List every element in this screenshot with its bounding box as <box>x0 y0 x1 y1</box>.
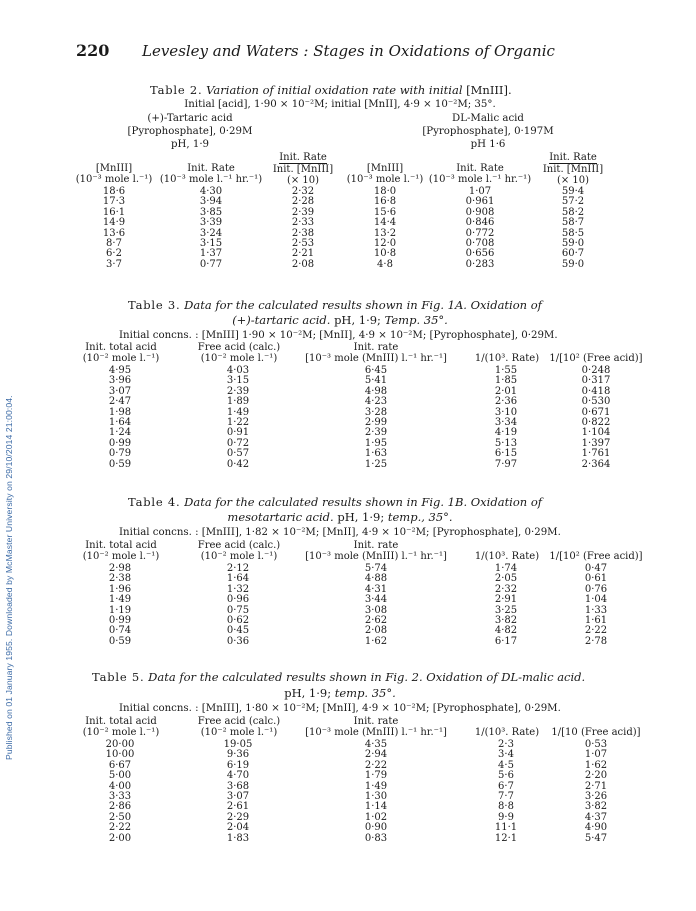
t5-rate-col: 4·35 2·94 2·22 1·79 1·49 1·30 1·14 1·02 0·90 0·83 <box>364 739 388 844</box>
t3-h-rate: Init. rate [10⁻³ mole (MnIII) l.⁻¹ hr.⁻¹] <box>305 342 447 364</box>
t2r-h-mn: [MnIII] (10⁻³ mole l.⁻¹) <box>346 163 424 185</box>
table2-title-suffix: [MnIII]. <box>466 83 512 97</box>
table5-title-temp: temp. 35°. <box>334 686 396 700</box>
t4-free-col: 2·12 1·64 1·32 0·96 0·75 0·62 0·45 0·36 <box>226 563 250 647</box>
t2r-h-rate: Init. Rate (10⁻³ mole l.⁻¹ hr.⁻¹) <box>428 163 532 185</box>
table5-title-line1: Data for the calculated results shown in Fig. 2. Oxidation of DL-malic acid. <box>148 670 586 684</box>
t2r-rate-col: 1·07 0·961 0·908 0·846 0·772 0·708 0·656 0·283 <box>465 186 495 270</box>
t5-h-rate: Init. rate [10⁻³ mole (MnIII) l.⁻¹ hr.⁻¹] <box>305 716 447 738</box>
t3-invrate-col: 1·55 1·85 2·01 2·36 3·10 3·34 4·19 5·13 6·15 7·97 <box>494 365 518 470</box>
t4-invfree-col: 0·47 0·61 0·76 1·04 1·33 1·61 2·22 2·78 <box>584 563 608 647</box>
t4-h-invfree: 1/[10² (Free acid)] <box>549 551 643 562</box>
table3-title-ph: pH, 1·9; <box>334 313 381 327</box>
table3-title-temp: Temp. 35°. <box>384 313 448 327</box>
table3-conditions: Initial concns. : [MnIII] 1·90 × 10⁻²M; [MnII], 4·9 × 10⁻²M; [Pyrophosphate], 0·29M. <box>119 330 558 341</box>
t3-h-total: Init. total acid (10⁻² mole l.⁻¹) <box>82 342 160 364</box>
table2-title: Variation of initial oxidation rate with initial <box>206 83 463 97</box>
table3-label: Table 3. <box>128 298 181 312</box>
table4-title-acid: mesotartaric acid. <box>227 510 334 524</box>
table5-title-ph: pH, 1·9; <box>284 686 332 700</box>
table2-right-ph: pH 1·6 <box>470 139 506 150</box>
t3-h-free: Free acid (calc.) (10⁻² mole l.⁻¹) <box>197 342 281 364</box>
t2l-h-rate: Init. Rate (10⁻³ mole l.⁻¹ hr.⁻¹) <box>159 163 263 185</box>
t2l-rate-col: 4·30 3·94 3·85 3·39 3·24 3·15 1·37 0·77 <box>199 186 223 270</box>
t5-h-invrate: 1/(10³. Rate) <box>474 727 540 738</box>
table2-caption <box>150 83 512 97</box>
t5-h-invfree: 1/[10 (Free acid)] <box>551 727 641 738</box>
t3-invfree-col: 0·248 0·317 0·418 0·530 0·671 0·822 1·104 1·397 1·761 2·364 <box>581 365 611 470</box>
t2l-ratio-col: 2·32 2·28 2·39 2·33 2·38 2·53 2·21 2·08 <box>291 186 315 270</box>
t3-free-col: 4·03 3·15 2·39 1·89 1·49 1·22 0·91 0·72 0·57 0·42 <box>226 365 250 470</box>
table4-caption-line2 <box>150 510 530 524</box>
page-header <box>76 41 676 63</box>
table2-right-pyro: [Pyrophosphate], 0·197M <box>422 126 554 137</box>
t3-rate-col: 6·45 5·41 4·98 4·23 3·28 2·99 2·39 1·95 1·63 1·25 <box>364 365 388 470</box>
table3-title-acid: (+)-tartaric acid. <box>232 313 331 327</box>
table4-title-temp: temp., 35°. <box>387 510 453 524</box>
download-notice-text: Published on 01 January 1955. Downloaded by McMaster University on 29/10/2014 21:00:04. <box>4 395 14 760</box>
table2-left-pyro: [Pyrophosphate], 0·29M <box>127 126 253 137</box>
running-title: Levesley and Waters : Stages in Oxidations of Organic <box>142 42 555 60</box>
t3-h-invfree: 1/[10² (Free acid)] <box>549 353 643 364</box>
table2-left-acid: (+)-Tartaric acid <box>147 113 233 124</box>
table4-label: Table 4. <box>128 495 181 509</box>
t2l-mn-col: 18·6 17·3 16·1 14·9 13·6 8·7 6·2 3·7 <box>102 186 126 270</box>
table4-conditions: Initial concns. : [MnIII], 1·82 × 10⁻²M; [MnII], 4·9 × 10⁻²M; [Pyrophosphate], 0·29M. <box>119 527 561 538</box>
t4-h-rate: Init. rate [10⁻³ mole (MnIII) l.⁻¹ hr.⁻¹] <box>305 540 447 562</box>
t5-total-col: 20·00 10·00 6·67 5·00 4·00 3·33 2·86 2·50 2·22 2·00 <box>105 739 135 844</box>
t4-rate-col: 5·74 4·88 4·31 3·44 3·08 2·62 2·08 1·62 <box>364 563 388 647</box>
table5-caption <box>92 670 585 684</box>
table4-title-line1: Data for the calculated results shown in Fig. 1B. Oxidation of <box>184 495 543 509</box>
t5-invrate-col: 2·3 3·4 4·5 5·6 6·7 7·7 8·8 9·9 11·1 12·1 <box>494 739 518 844</box>
table5-caption-line2 <box>150 686 530 700</box>
t2l-h-mn: [MnIII] (10⁻³ mole l.⁻¹) <box>75 163 153 185</box>
table2-label: Table 2. <box>150 83 203 97</box>
table5-conditions: Initial concns. : [MnIII], 1·80 × 10⁻²M; [MnII], 4·9 × 10⁻²M; [Pyrophosphate], 0·29M. <box>119 703 561 714</box>
t4-total-col: 2·98 2·38 1·96 1·49 1·19 0·99 0·74 0·59 <box>108 563 132 647</box>
table2-right-acid: DL-Malic acid <box>452 113 524 124</box>
t4-invrate-col: 1·74 2·05 2·32 2·91 3·25 3·82 4·82 6·17 <box>494 563 518 647</box>
t4-h-invrate: 1/(10³. Rate) <box>474 551 540 562</box>
t4-h-free: Free acid (calc.) (10⁻² mole l.⁻¹) <box>197 540 281 562</box>
t5-h-total: Init. total acid (10⁻² mole l.⁻¹) <box>82 716 160 738</box>
t2r-mn-col: 18·0 16·8 15·6 14·4 13·2 12·0 10·8 4·8 <box>373 186 397 270</box>
table3-caption-line2 <box>150 313 530 327</box>
t2l-h-ratio: Init. Rate Init. [MnIII] (× 10) <box>272 152 334 186</box>
download-notice-sidebar <box>4 120 14 760</box>
table3-caption <box>128 298 542 312</box>
t5-h-free: Free acid (calc.) (10⁻² mole l.⁻¹) <box>197 716 281 738</box>
t4-h-total: Init. total acid (10⁻² mole l.⁻¹) <box>82 540 160 562</box>
table4-title-ph: pH, 1·9; <box>337 510 385 524</box>
table4-caption <box>128 495 542 509</box>
table5-label: Table 5. <box>92 670 145 684</box>
t2r-ratio-col: 59·4 57·2 58·2 58·7 58·5 59·0 60·7 59·0 <box>561 186 585 270</box>
table2-conditions: Initial [acid], 1·90 × 10⁻²M; initial [MnII], 4·9 × 10⁻²M; 35°. <box>184 99 496 110</box>
t5-free-col: 19·05 9·36 6·19 4·70 3·68 3·07 2·61 2·29 2·04 1·83 <box>223 739 253 844</box>
table3-title-line1: Data for the calculated results shown in Fig. 1A. Oxidation of <box>184 298 542 312</box>
t5-invfree-col: 0·53 1·07 1·62 2·20 2·71 3·26 3·82 4·37 4·90 5·47 <box>584 739 608 844</box>
table2-left-ph: pH, 1·9 <box>170 139 210 150</box>
t3-total-col: 4·95 3·96 3·07 2·47 1·98 1·64 1·24 0·99 0·79 0·59 <box>108 365 132 470</box>
t2r-h-ratio: Init. Rate Init. [MnIII] (× 10) <box>542 152 604 186</box>
t3-h-invrate: 1/(10³. Rate) <box>474 353 540 364</box>
page-number: 220 <box>76 41 110 60</box>
